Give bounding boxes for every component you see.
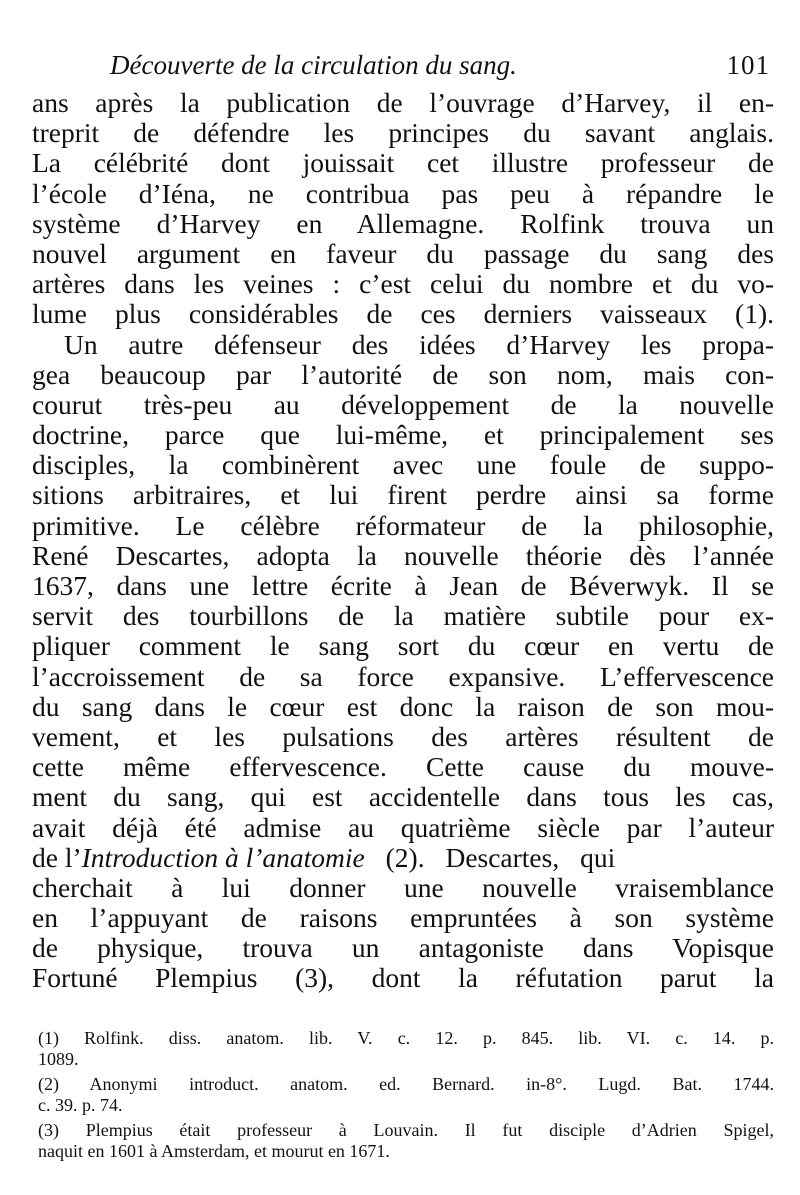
text-line: nouvel argument en faveur du passage du sang des	[32, 237, 774, 269]
footnote-1: (1) Rolfink. diss. anatom. lib. V. c. 12. p. 845. lib. VI. c. 14. p.	[38, 1028, 774, 1048]
text-line: primitive. Le célèbre réformateur de la philosophie,	[32, 509, 774, 541]
text-line: René Descartes, adopta la nouvelle théorie dès l’année	[32, 539, 774, 571]
text-line: gea beaucoup par l’autorité de son nom, mais con-	[32, 358, 774, 390]
running-header	[110, 50, 770, 80]
text-line: l’école d’Iéna, ne contribua pas peu à répandre le	[32, 177, 774, 209]
text-line: disciples, la combinèrent avec une foule de suppo-	[32, 449, 774, 481]
text-line: en l’appuyant de raisons empruntées à son système	[32, 902, 774, 934]
footnote-2-cont: c. 39. p. 74.	[38, 1095, 123, 1115]
text-line: ment du sang, qui est accidentelle dans tous les cas,	[32, 781, 774, 813]
footnote-2: (2) Anonymi introduct. anatom. ed. Bernard. in-8°. Lugd. Bat. 1744.	[38, 1074, 774, 1094]
footnotes	[38, 1028, 774, 1162]
text-line: ans après la publication de l’ouvrage d’Harvey, il en-	[32, 87, 774, 118]
italic-title: Introduction à l’anatomie	[81, 841, 365, 873]
text-line: servit des tourbillons de la matière subtile pour ex-	[32, 600, 774, 632]
text-line: artères dans les veines : c’est celui du nombre et du vo-	[32, 268, 774, 300]
footnote-3: (3) Plempius était professeur à Louvain. Il fut disciple d’Adrien Spigel,	[38, 1120, 774, 1140]
text-line: vement, et les pulsations des artères résultent de	[32, 720, 774, 752]
text-line: l’accroissement de sa force expansive. L’effervescence	[32, 660, 774, 692]
text-line: sitions arbitraires, et lui firent perdre ainsi sa forme	[32, 479, 774, 511]
text-line: cette même effervescence. Cette cause du mouve-	[32, 751, 774, 783]
text-line: 1637, dans une lettre écrite à Jean de Béverwyk. Il se	[32, 570, 774, 601]
text-line: doctrine, parce que lui-même, et principalement ses	[32, 419, 774, 451]
text-line: La célébrité dont jouissait cet illustre professeur de	[32, 147, 774, 179]
running-title: Découverte de la circulation du sang.	[110, 50, 517, 80]
text-line: de physique, trouva un antagoniste dans Vopisque	[32, 932, 774, 964]
footnote-3-cont: naquit en 1601 à Amsterdam, et mourut en 1671.	[38, 1141, 390, 1161]
text-line	[32, 843, 774, 873]
text-line: treprit de défendre les principes du savant anglais.	[32, 117, 774, 149]
text-line: lume plus considérables de ces derniers vaisseaux (1).	[32, 298, 774, 330]
text-line: avait déjà été admise au quatrième siècle par l’auteur	[32, 811, 774, 843]
text-line: pliquer comment le sang sort du cœur en vertu de	[32, 630, 774, 662]
text-segment: (2). Descartes, qui	[364, 841, 616, 873]
text-segment: de l’	[32, 841, 82, 873]
body-text	[32, 88, 774, 994]
text-line: Un autre défenseur des idées d’Harvey les propa-	[64, 328, 774, 360]
text-line: système d’Harvey en Allemagne. Rolfink trouva un	[32, 207, 774, 239]
text-line: Fortuné Plempius (3), dont la réfutation parut la	[32, 962, 774, 994]
text-line: du sang dans le cœur est donc la raison de son mou-	[32, 690, 774, 722]
footnote-1-cont: 1089.	[38, 1049, 79, 1069]
text-line: cherchait à lui donner une nouvelle vraisemblance	[32, 871, 774, 903]
text-line: courut très-peu au développement de la nouvelle	[32, 388, 774, 420]
page-number: 101	[726, 50, 770, 80]
